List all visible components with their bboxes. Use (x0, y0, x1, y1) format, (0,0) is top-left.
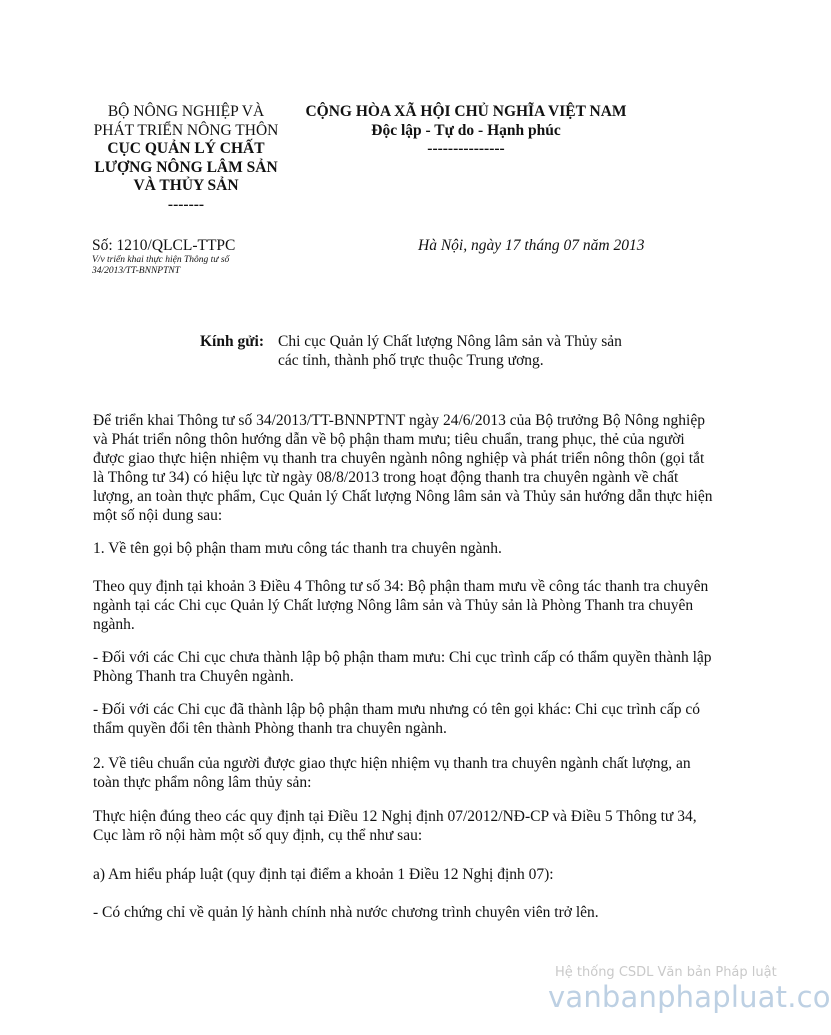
issue-date: Hà Nội, ngày 17 tháng 07 năm 2013 (418, 237, 645, 254)
national-motto: Độc lập - Tự do - Hạnh phúc (371, 121, 561, 139)
issuing-agency-block (86, 103, 286, 214)
nation-name: CỘNG HÒA XÃ HỘI CHỦ NGHĨA VIỆT NAM (305, 103, 627, 120)
bullet-paragraph-2: - Đối với các Chi cục đã thành lập bộ phận tham mưu nhưng có tên gọi khác: Chi cục trình cấp có thẩm quyền đổi tên thành Phòng thanh tra chuyên ngành. (93, 701, 700, 737)
section-2-paragraph: Thực hiện đúng theo các quy định tại Điều 12 Nghị định 07/2012/NĐ-CP và Điều 5 Thông tư 34, Cục làm rõ nội hàm một số quy định, cụ thể như sau: (93, 808, 697, 844)
section-1-heading: 1. Về tên gọi bộ phận tham mưu công tác thanh tra chuyên ngành. (93, 540, 502, 557)
intro-paragraph: Để triển khai Thông tư số 34/2013/TT-BNNPTNT ngày 24/6/2013 của Bộ trưởng Bộ Nông nghiệp và Phát triển nông thôn hướng dẫn về bộ phận tham mưu; tiêu chuẩn, trang phục, thẻ của người được giao thực hiện nhiệm vụ thanh tra chuyên ngành nông nghiệp và phát triển nông thôn (gọi tắt là Thông tư 34) có hiệu lực từ ngày 08/8/2013 trong hoạt động thanh tra chuyên ngành về chất lượng, an toàn thực phẩm, Cục Quản lý Chất lượng Nông lâm sản và Thủy sản hướng dẫn thực hiện một số nội dung sau: (93, 412, 713, 524)
item-a-heading: a) Am hiểu pháp luật (quy định tại điểm a khoản 1 Điều 12 Nghị định 07): (93, 866, 554, 883)
motto-divider: --------------- (427, 140, 505, 157)
agency-divider: ------- (167, 195, 205, 213)
recipient-label: Kính gửi: (200, 333, 264, 350)
section-2-heading: 2. Về tiêu chuẩn của người được giao thực hiện nhiệm vụ thanh tra chuyên ngành chất lượng, an toàn thực phẩm nông lâm thủy sản: (93, 755, 691, 791)
recipient-text (278, 333, 658, 370)
watermark-site: vanbanphapluat.co (548, 980, 831, 1014)
recipient-line-2: các tỉnh, thành phố trực thuộc Trung ương. (278, 351, 544, 369)
item-a-bullet: - Có chứng chỉ về quản lý hành chính nhà nước chương trình chuyên viên trở lên. (93, 904, 599, 921)
section-1-paragraph: Theo quy định tại khoản 3 Điều 4 Thông tư số 34: Bộ phận tham mưu về công tác thanh tra chuyên ngành tại các Chi cục Quản lý Chất lượng Nông lâm sản và Thủy sản là Phòng Thanh tra chuyên ngành. (93, 578, 709, 633)
bullet-paragraph-1: - Đối với các Chi cục chưa thành lập bộ phận tham mưu: Chi cục trình cấp có thẩm quyền thành lập Phòng Thanh tra Chuyên ngành. (93, 649, 712, 685)
recipient-line-1: Chi cục Quản lý Chất lượng Nông lâm sản và Thủy sản (278, 333, 622, 350)
agency-name: CỤC QUẢN LÝ CHẤT LƯỢNG NÔNG LÂM SẢN VÀ THỦY SẢN (94, 140, 278, 194)
document-subject: V/v triển khai thực hiện Thông tư số 34/2013/TT-BNNPTNT (92, 255, 230, 276)
ministry-name: BỘ NÔNG NGHIỆP VÀ PHÁT TRIỂN NÔNG THÔN (93, 103, 279, 139)
national-heading-block (296, 103, 636, 159)
document-number: Số: 1210/QLCL-TTPC (92, 237, 236, 254)
watermark-caption: Hệ thống CSDL Văn bản Pháp luật (555, 965, 777, 980)
